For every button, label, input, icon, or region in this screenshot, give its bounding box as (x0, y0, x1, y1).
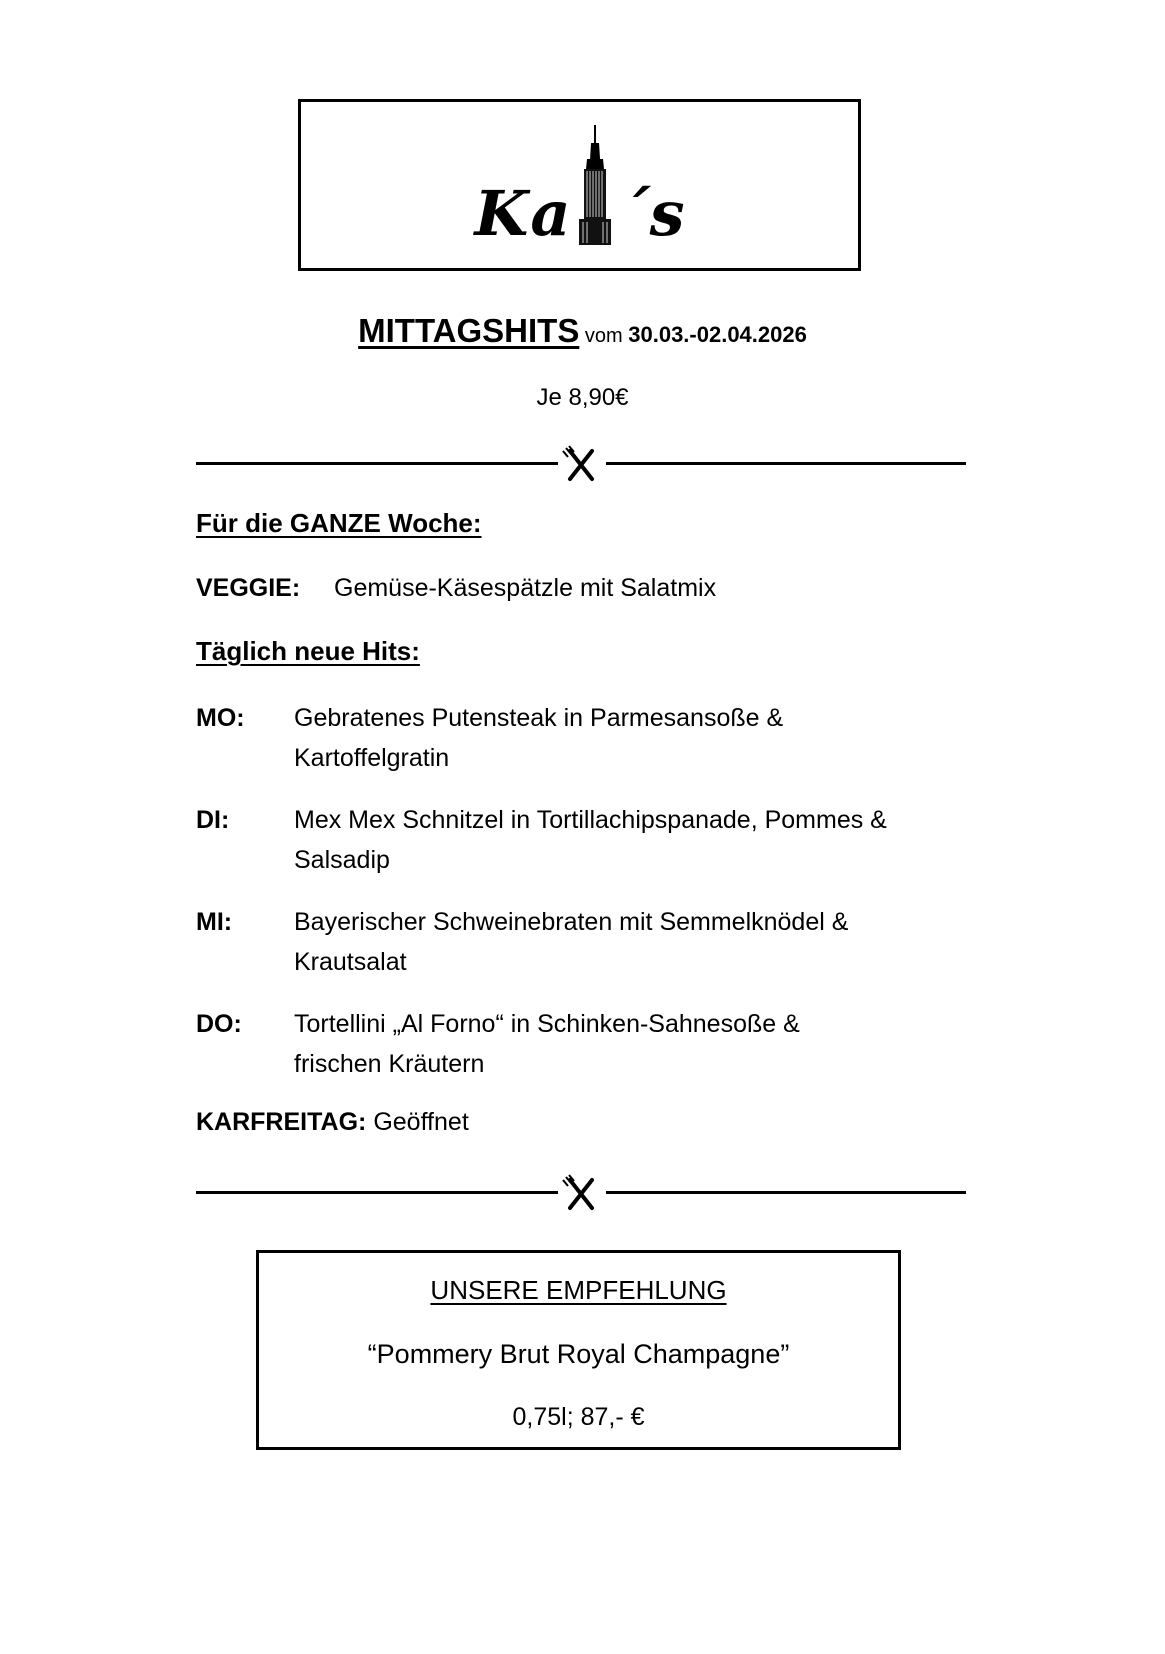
dish-line: Kartoffelgratin (294, 744, 450, 772)
logo-text: Ka (474, 177, 573, 250)
day-dish (294, 800, 976, 880)
day-row-mo (196, 698, 976, 778)
logo-suffix: ´s (618, 177, 685, 250)
dish-line: Salsadip (294, 846, 390, 874)
separator-line (196, 462, 558, 465)
dish-line: Mex Mex Schnitzel in Tortillachipspanade, Pommes & (294, 806, 887, 834)
veggie-label: VEGGIE: (196, 574, 301, 602)
veggie-dish: Gemüse-Käsespätzle mit Salatmix (334, 574, 717, 602)
day-label: DI: (196, 806, 230, 834)
day-label: MI: (196, 908, 233, 936)
karfreitag-value: Geöffnet (373, 1108, 469, 1136)
recommendation-wine: “Pommery Brut Royal Champagne” (367, 1339, 790, 1369)
day-row-do (196, 1004, 976, 1084)
dish-line: Tortellini „Al Forno“ in Schinken-Sahnesoße & (294, 1010, 800, 1038)
daily-heading: Täglich neue Hits: (196, 636, 420, 666)
day-dish (294, 698, 976, 778)
menu-price: Je 8,90€ (536, 384, 629, 411)
fork-knife-icon (562, 445, 600, 483)
dish-line: Bayerischer Schweinebraten mit Semmelknödel & (294, 908, 849, 936)
dish-line: Gebratenes Putensteak in Parmesansoße & (294, 704, 784, 732)
dish-line: frischen Kräutern (294, 1050, 485, 1078)
dish-line: Krautsalat (294, 948, 407, 976)
logo (474, 125, 685, 250)
day-label: MO: (196, 704, 245, 732)
title-vom: vom (584, 325, 623, 347)
recommendation-price: 0,75l; 87,- € (512, 1403, 645, 1431)
skyscraper-icon (575, 125, 615, 245)
menu-title (0, 312, 1165, 350)
recommendation-box (256, 1250, 901, 1450)
separator-top (196, 443, 966, 483)
day-dish (294, 902, 976, 982)
day-label: DO: (196, 1010, 242, 1038)
day-dish (294, 1004, 976, 1084)
separator-line (606, 1191, 966, 1194)
logo-box (298, 99, 861, 271)
karfreitag-label: KARFREITAG: (196, 1108, 367, 1136)
day-row-di (196, 800, 976, 880)
veggie-row (196, 574, 716, 603)
day-row-mi (196, 902, 976, 982)
recommendation-title: UNSERE EMPFEHLUNG (430, 1275, 727, 1305)
karfreitag-row (196, 1108, 469, 1137)
separator-line (606, 462, 966, 465)
separator-bottom (196, 1172, 966, 1212)
fork-knife-icon (562, 1174, 600, 1212)
week-heading: Für die GANZE Woche: (196, 508, 482, 538)
title-main: MITTAGSHITS (358, 312, 580, 349)
separator-line (196, 1191, 558, 1194)
date-range: 30.03.-02.04.2026 (628, 322, 807, 347)
